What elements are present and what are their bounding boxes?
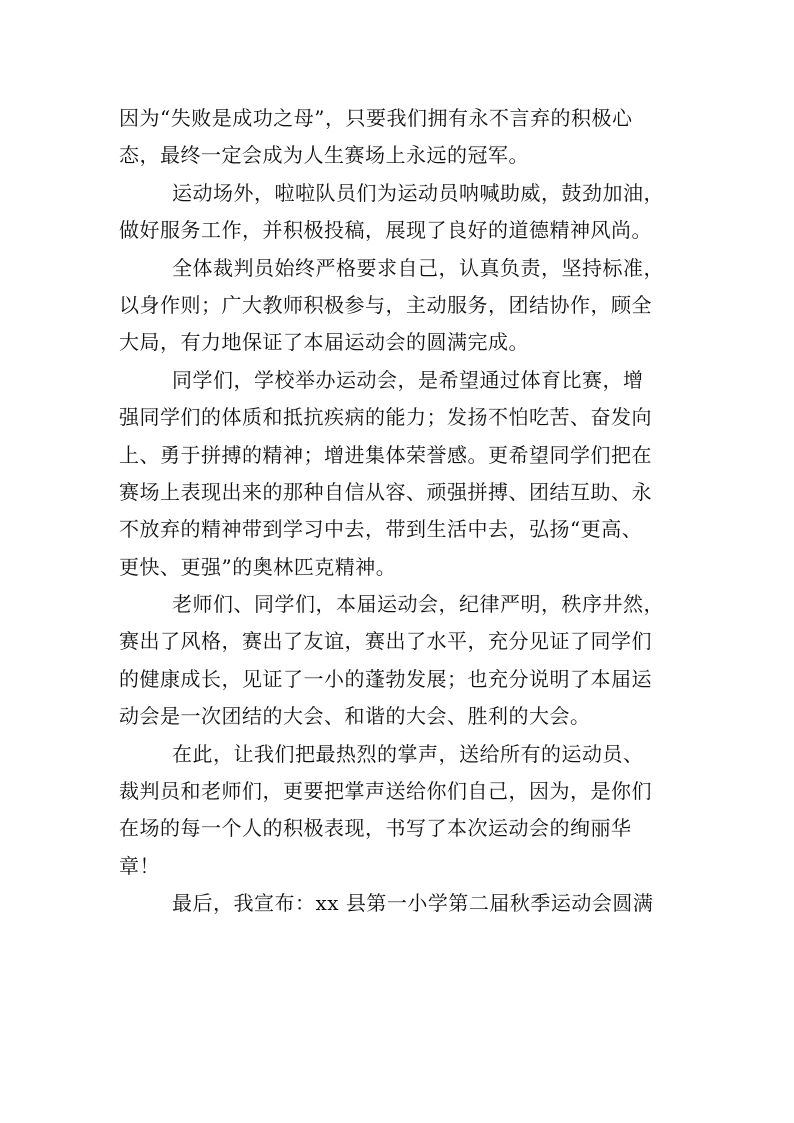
paragraph-start-line: 全体裁判员始终严格要求自己，认真负责，坚持标准， [172, 255, 664, 280]
paragraph-start-line: 老师们、同学们，本届运动会，纪律严明，秩序井然， [172, 592, 664, 617]
text-line: 大局，有力地保证了本届运动会的圆满完成。 [119, 330, 529, 355]
text-line: 在场的每一个人的积极表现，书写了本次运动会的绚丽华 [119, 816, 632, 841]
text-line: 更快、更强”的奥林匹克精神。 [119, 554, 397, 579]
text-line: 动会是一次团结的大会、和谐的大会、胜利的大会。 [119, 704, 591, 729]
paragraph-start-line: 运动场外，啦啦队员们为运动员呐喊助威，鼓劲加油， [172, 180, 664, 205]
paragraph-start-line: 在此，让我们把最热烈的掌声，送给所有的运动员、 [172, 741, 644, 766]
text-line: 的健康成长，见证了一小的蓬勃发展；也充分说明了本届运 [119, 666, 652, 691]
text-line: 赛场上表现出来的那种自信从容、顽强拼搏、团结互助、永 [119, 479, 652, 504]
text-line: 赛出了风格，赛出了友谊，赛出了水平，充分见证了同学们 [119, 629, 652, 654]
text-line: 做好服务工作，并积极投稿，展现了良好的道德精神风尚。 [119, 218, 652, 243]
paragraph-start-line: 同学们，学校举办运动会，是希望通过体育比赛，增 [172, 367, 644, 392]
document-body [119, 100, 687, 923]
text-line: 以身作则；广大教师积极参与，主动服务，团结协作，顾全 [119, 292, 652, 317]
text-line: 上、勇于拼搏的精神；增进集体荣誉感。更希望同学们把在 [119, 442, 652, 467]
text-line: 裁判员和老师们，更要把掌声送给你们自己，因为，是你们 [119, 779, 652, 804]
text-line: 章！ [119, 853, 160, 878]
paragraph-start-line: 最后，我宣布：xx 县第一小学第二届秋季运动会圆满 [172, 891, 654, 916]
text-line: 因为“失败是成功之母”，只要我们拥有永不言弃的积极心 [119, 106, 633, 130]
text-line: 强同学们的体质和抵抗疾病的能力；发扬不怕吃苦、奋发向 [119, 405, 652, 430]
text-line: 态，最终一定会成为人生赛场上永远的冠军。 [119, 143, 529, 168]
text-line: 不放弃的精神带到学习中去，带到生活中去，弘扬“更高、 [119, 517, 643, 542]
